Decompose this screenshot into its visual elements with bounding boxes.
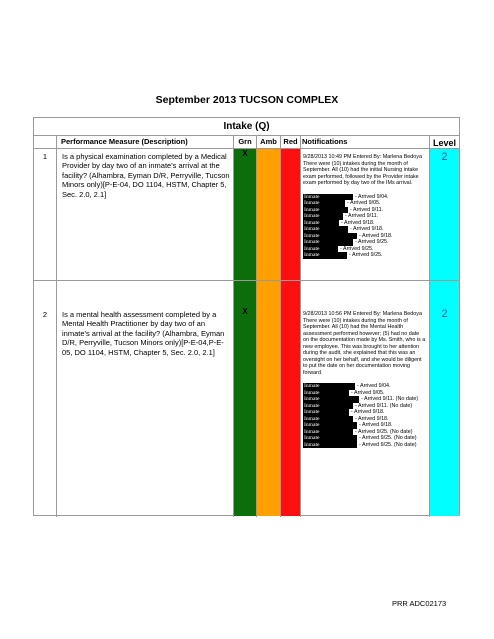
inmate-arrival: - Arrived 9/18. xyxy=(350,226,384,232)
section-label: Intake (Q) xyxy=(223,121,270,132)
inmate-label: Inmate xyxy=(304,409,320,415)
row-2-level: 2 xyxy=(441,308,448,320)
row-2-inmate-list xyxy=(303,383,426,448)
inmate-arrival: - Arrived 9/11. xyxy=(345,213,379,219)
header-amb: Amb xyxy=(260,137,277,146)
row-1-measure: Is a physical examination completed by a Medical Provider by day two of an inmate's arrival at the facility? (Alhambra, Eyman D/R, Perryville, Tucson Minors only)[P-E-04, DO 1104, HSTM, Chapter 5, Sec. 2.0, 2.1] xyxy=(62,152,230,199)
row-1-level: 2 xyxy=(441,151,448,163)
inmate-label: Inmate xyxy=(304,252,320,258)
inmate-label: Inmate xyxy=(304,232,320,239)
header-grn: Grn xyxy=(238,137,252,146)
inmate-arrival: - Arrived 9/04. xyxy=(355,193,389,200)
grn-band xyxy=(234,149,257,516)
row-1-number: 1 xyxy=(42,152,48,161)
inmate-arrival: - Arrived 9/05. xyxy=(347,200,381,206)
row-2-notification-head: 9/28/2013 10:56 PM Entered By: Marlena Bedoya xyxy=(303,311,422,317)
inmate-label: Inmate xyxy=(304,245,320,252)
row-2-measure: Is a mental health assessment completed by a Mental Health Practitioner by day two of an inmate's arrival at the facility? (Alhambra, Eyman D/R, Perryville, Tucson Minors only)[P-E-04,P-E-05, DO 1104, HSTM, Chapter 5, Sec. 2.0, 2.1] xyxy=(62,310,225,357)
inmate-arrival: - Arrived 9/18. xyxy=(359,422,393,428)
inmate-arrival: - Arrived 9/25. (No date) xyxy=(359,441,417,448)
inmate-arrival: - Arrived 9/18. xyxy=(355,415,389,422)
header-notifications: Notifications xyxy=(302,137,348,146)
report-table xyxy=(33,117,460,516)
row-1-grn-mark: X xyxy=(242,149,248,158)
inmate-label: Inmate xyxy=(304,213,320,219)
inmate-arrival: - Arrived 9/11. (No date) xyxy=(355,402,413,409)
inmate-arrival: - Arrived 9/05. xyxy=(351,389,385,396)
inmate-arrival: - Arrived 9/25. (No date) xyxy=(359,435,417,441)
header-measure: Performance Measure (Description) xyxy=(61,137,188,146)
inmate-label: Inmate xyxy=(304,402,320,409)
inmate-arrival: - Arrived 9/25. xyxy=(340,245,374,252)
row-1-inmate-list xyxy=(303,194,426,259)
page-title: September 2013 TUCSON COMPLEX xyxy=(155,94,339,106)
inmate-arrival: - Arrived 9/11. xyxy=(350,206,384,213)
inmate-arrival: - Arrived 9/25. xyxy=(355,239,389,245)
inmate-label: Inmate xyxy=(304,206,320,213)
inmate-label: Inmate xyxy=(304,396,320,402)
header-red: Red xyxy=(283,137,298,146)
inmate-line xyxy=(303,442,426,449)
inmate-label: Inmate xyxy=(304,226,320,232)
inmate-arrival: - Arrived 9/18. xyxy=(359,232,393,239)
level-band xyxy=(430,149,459,516)
red-band xyxy=(281,149,300,516)
inmate-label: Inmate xyxy=(304,193,320,200)
inmate-label: Inmate xyxy=(304,200,320,206)
inmate-arrival: - Arrived 9/18. xyxy=(351,409,385,415)
row-2-notification xyxy=(301,311,429,448)
row-1-notification-body: There were (10) intakes during the month of September. All (10) had the initial Nursing intake exam performed, followed by the Provider intake exam performed by day two of the IMs arrival. xyxy=(303,160,419,186)
inmate-label: Inmate xyxy=(304,219,320,226)
inmate-arrival: - Arrived 9/18. xyxy=(341,219,375,226)
inmate-label: Inmate xyxy=(304,422,320,428)
inmate-line xyxy=(303,252,426,259)
amb-band xyxy=(257,149,281,516)
inmate-label: Inmate xyxy=(304,415,320,422)
row-2-notification-body: There were (10) intakes during the month of September. All (10) had the Mental Health assessment performed however; (5) had no date on the documentation made by Ms. Smith, who is a new employee. This was brought to her attention during the audit, she explained that this was an oversight on her behalf, and she would be diligent to put the date on her documentation moving forward. xyxy=(303,317,426,376)
inmate-label: Inmate xyxy=(304,428,320,435)
inmate-arrival: - Arrived 9/04. xyxy=(357,383,391,389)
row-2-number: 2 xyxy=(42,310,48,319)
inmate-label: Inmate xyxy=(304,441,320,448)
inmate-arrival: - Arrived 9/25. (No date) xyxy=(355,428,413,435)
inmate-label: Inmate xyxy=(304,239,320,245)
header-level: Level xyxy=(432,138,456,148)
inmate-arrival: - Arrived 9/25. xyxy=(349,252,383,258)
row-1-notification xyxy=(301,154,429,259)
row-1-notification-head: 9/28/2013 10:49 PM Entered By: Marlena Bedoya xyxy=(303,154,422,160)
page-footer: PRR ADC02173 xyxy=(392,599,447,608)
inmate-arrival: - Arrived 9/11. (No date) xyxy=(361,396,419,402)
inmate-label: Inmate xyxy=(304,389,320,396)
row-2-grn-mark: X xyxy=(242,307,248,316)
inmate-label: Inmate xyxy=(304,383,320,389)
inmate-label: Inmate xyxy=(304,435,320,441)
